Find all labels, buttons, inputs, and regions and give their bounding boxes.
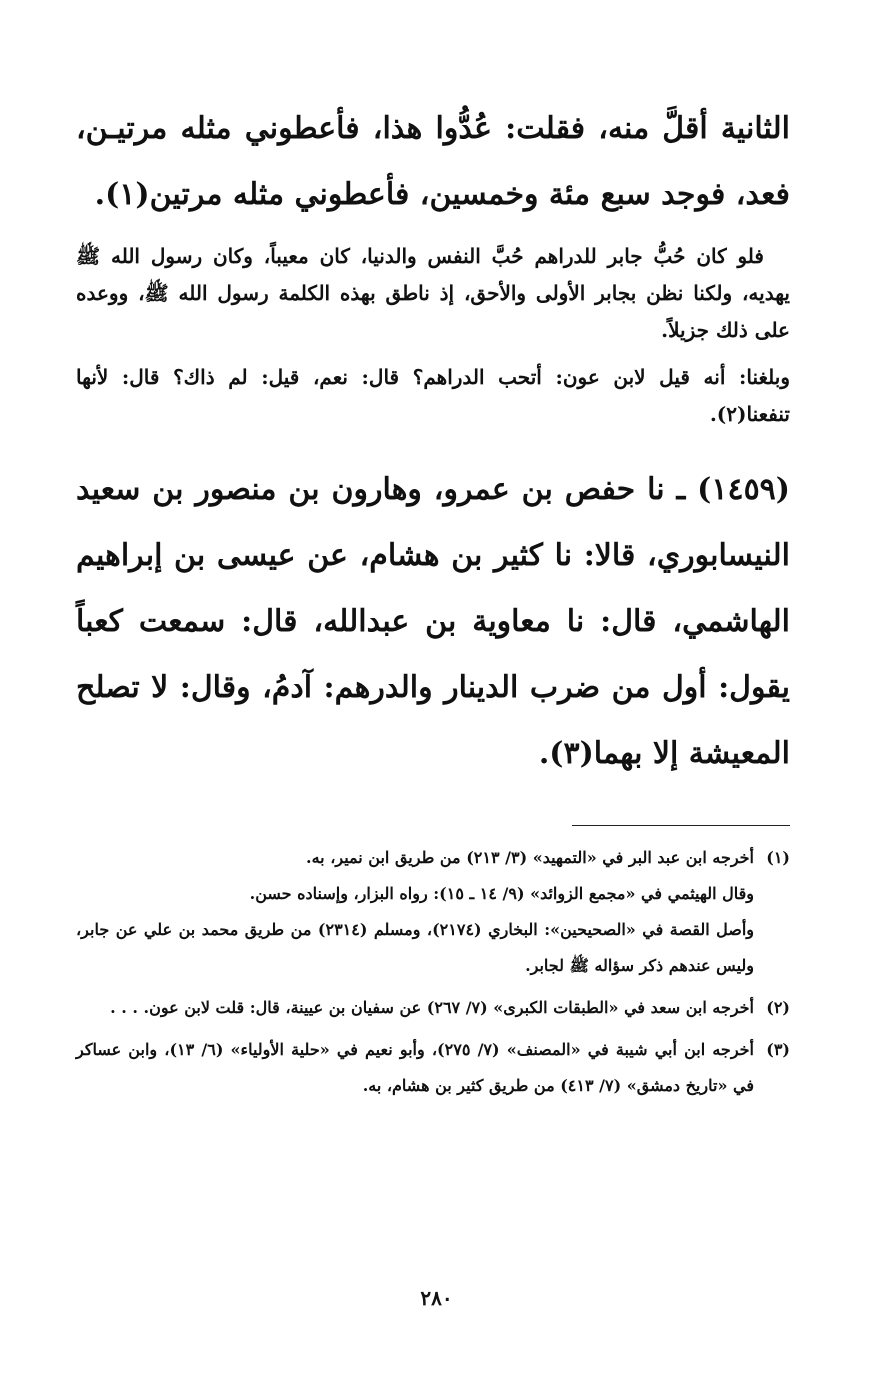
footnote-2 <box>76 990 790 1026</box>
commentary-paragraph: فلو كان حُبُّ جابر للدراهم حُبَّ النفس والدنيا، كان معيباً، وكان رسول الله ﷺ يهديه، ولكنا نظن بجابر الأولى والأحق، إذ ناطق بهذه الكلمة رسول الله ﷺ، ووعده على ذلك جزيلاً. <box>76 244 790 342</box>
footnote-body <box>76 990 754 1026</box>
footnote-body <box>76 1032 754 1104</box>
main-text-continuation: الثانية أقلَّ منه، فقلت: عُدُّوا هذا، فأعطوني مثله مرتيـن، فعد، فوجد سبع مئة وخمسين، فأعطوني مثله مرتين(١). <box>76 111 790 212</box>
hadith-1459: (١٤٥٩) ـ نا حفص بن عمرو، وهارون بن منصور بن سعيد النيسابوري، قالا: نا كثير بن هشام، عن عيسى بن إبراهيم الهاشمي، قال: نا معاوية بن عبدالله، قال: سمعت كعباً يقول: أول من ضرب الدينار والدرهم: آدمُ، وقال: لا تصلح المعيشة إلا بهما(٣). <box>76 472 790 771</box>
footnote-body <box>76 840 754 984</box>
report-lead: وبلغنا: <box>739 365 791 389</box>
footnote-line: وقال الهيثمي في «مجمع الزوائد» (٩/ ١٤ ـ ١٥): رواه البزار، وإسناده حسن. <box>249 884 754 903</box>
footnote-number: (٣) <box>766 1040 790 1059</box>
page-number: ٢٨٠ <box>420 1286 453 1310</box>
footnote-line: أخرجه ابن عبد البر في «التمهيد» (٣/ ٢١٣) من طريق ابن نمير، به. <box>306 848 754 867</box>
footnote-line: أخرجه ابن أبي شيبة في «المصنف» (٧/ ٢٧٥)، وأبو نعيم في «حلية الأولياء» (٦/ ١٣)، وابن عساكر في «تاريخ دمشق» (٧/ ٤١٣) من طريق كثير بن هشام، به. <box>76 1040 754 1095</box>
footnote-line: وأصل القصة في «الصحيحين»: البخاري (٢١٧٤)، ومسلم (٢٣١٤) من طريق محمد بن علي عن جابر، وليس عندهم ذكر سؤاله ﷺ لجابر. <box>76 920 755 975</box>
footnote-number: (٢) <box>766 998 790 1017</box>
page-body <box>76 96 790 1104</box>
footnote-1 <box>76 840 790 984</box>
footnote-number: (١) <box>766 848 790 867</box>
footnotes <box>76 840 790 1104</box>
footnote-line: أخرجه ابن سعد في «الطبقات الكبرى» (٧/ ٢٦٧) عن سفيان بن عيينة، قال: قلت لابن عون. . . . <box>110 998 754 1017</box>
report-paragraph <box>76 359 790 433</box>
report-text: أنه قيل لابن عون: أتحب الدراهم؟ قال: نعم، قيل: لم ذاك؟ قال: لأنها تنفعنا(٢). <box>76 365 790 426</box>
footnote-3 <box>76 1032 790 1104</box>
footnote-divider <box>572 825 790 826</box>
